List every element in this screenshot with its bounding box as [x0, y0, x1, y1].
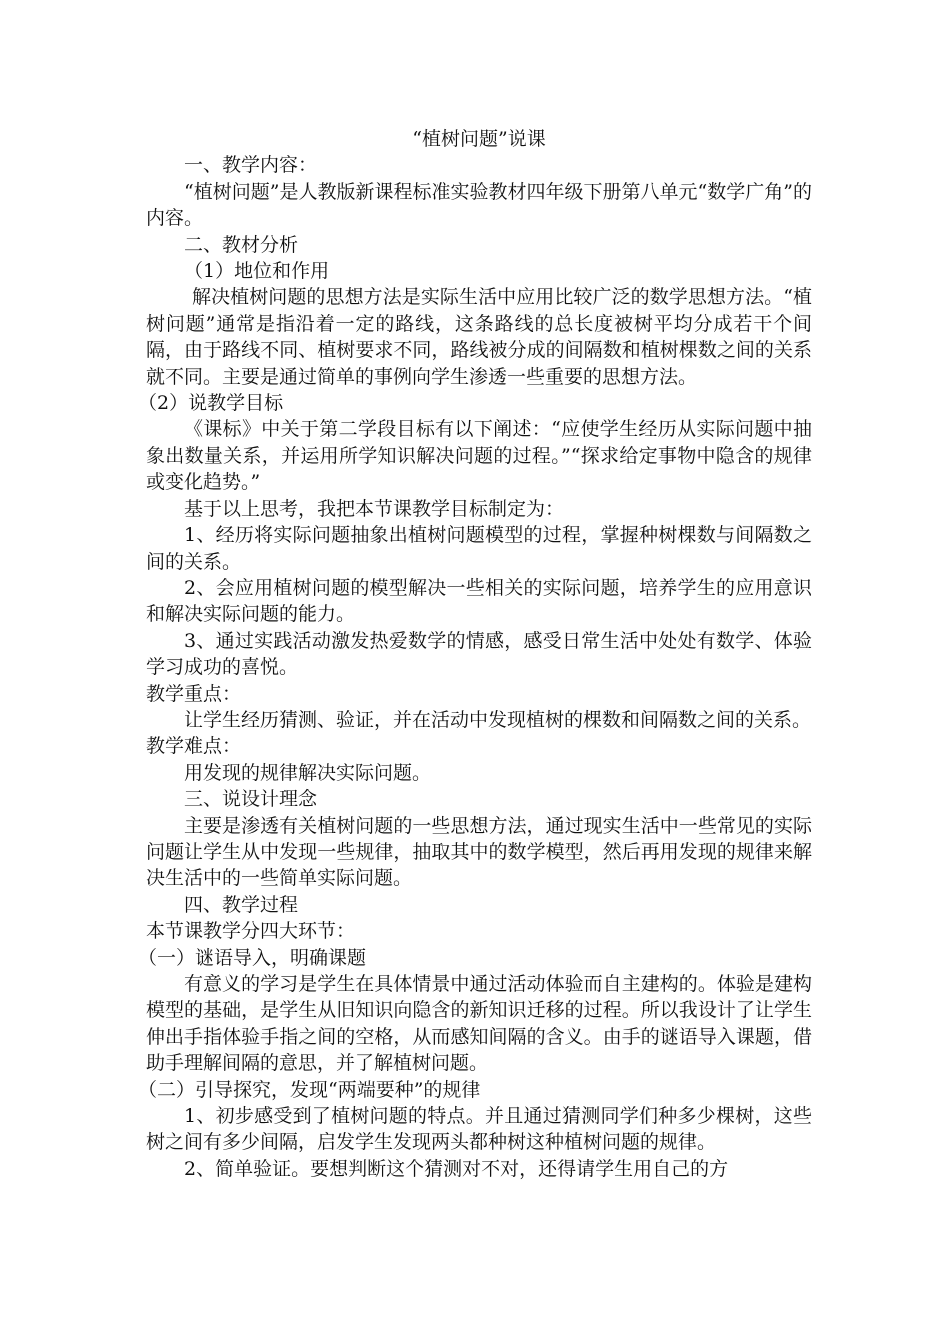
paragraph-content: “植树问题”是人教版新课程标准实验教材四年级下册第八单元“数学广角”的内容。: [146, 180, 812, 230]
subheading-position: （1）地位和作用: [184, 260, 330, 283]
paragraph-position: 解决植树问题的思想方法是实际生活中应用比较广泛的数学思想方法。“植树问题”通常是指沿着一定的路线，这条路线的总长度被树平均分成若干个间隔，由于路线不同、植树要求不同，路线被分成的间隔数和植树棵数之间的关系就不同。主要是通过简单的事例向学生渗透一些重要的思想方法。: [146, 286, 812, 388]
paragraph-step-2-item-2: 2、简单验证。要想判断这个猜测对不对，还得请学生用自己的方: [184, 1157, 729, 1180]
subheading-step-1: （一）谜语导入，明确课题: [138, 946, 367, 969]
paragraph-design: 主要是渗透有关植树问题的一些思想方法，通过现实生活中一些常见的实际问题让学生从中发现一些规律，抽取其中的数学模型，然后再用发现的规律来解决生活中的一些简单实际问题。: [146, 814, 812, 890]
paragraph-process-intro: 本节课教学分四大环节：: [146, 920, 356, 943]
section-heading-process: 四、教学过程: [184, 893, 299, 916]
paragraph-key-points: 让学生经历猜测、验证，并在活动中发现植树的棵数和间隔数之间的关系。: [184, 708, 812, 731]
section-heading-analysis: 二、教材分析: [184, 233, 299, 256]
document-body: [138, 126, 812, 1182]
objective-2: 2、会应用植树问题的模型解决一些相关的实际问题，培养学生的应用意识和解决实际问题的能力。: [146, 576, 812, 626]
paragraph-basis: 基于以上思考，我把本节课教学目标制定为：: [184, 497, 565, 520]
paragraph-step-2-item-1: 1、初步感受到了植树问题的特点。并且通过猜测同学们种多少棵树，这些树之间有多少间隔，启发学生发现两头都种树这种植树问题的规律。: [146, 1105, 812, 1154]
heading-difficulties: 教学难点：: [146, 735, 242, 758]
section-heading-content: 一、教学内容：: [184, 154, 318, 177]
objective-3: 3、通过实践活动激发热爱数学的情感，感受日常生活中处处有数学、体验学习成功的喜悦。: [146, 629, 812, 679]
paragraph-curriculum: 《课标》中关于第二学段目标有以下阐述：“应使学生经历从实际问题中抽象出数量关系，并运用所学知识解决问题的过程。”“探求给定事物中隐含的规律或变化趋势。”: [146, 418, 812, 494]
paragraph-difficulties: 用发现的规律解决实际问题。: [184, 761, 432, 784]
document-title: “植树问题”说课: [412, 128, 546, 150]
section-heading-design: 三、说设计理念: [184, 788, 318, 811]
paragraph-step-1: 有意义的学习是学生在具体情景中通过活动体验而自主建构的。体验是建构模型的基础，是学生从旧知识向隐含的新知识迁移的过程。所以我设计了让学生伸出手指体验手指之间的空格，从而感知间隔的含义。由手的谜语导入课题，借助手理解间隔的意思，并了解植树问题。: [146, 973, 812, 1075]
subheading-step-2: （二）引导探究，发现“两端要种”的规律: [138, 1078, 481, 1101]
heading-key-points: 教学重点：: [146, 682, 242, 705]
objective-1: 1、经历将实际问题抽象出植树问题模型的过程，掌握种树棵数与间隔数之间的关系。: [146, 524, 812, 573]
subheading-objectives: （2）说教学目标: [138, 392, 284, 415]
